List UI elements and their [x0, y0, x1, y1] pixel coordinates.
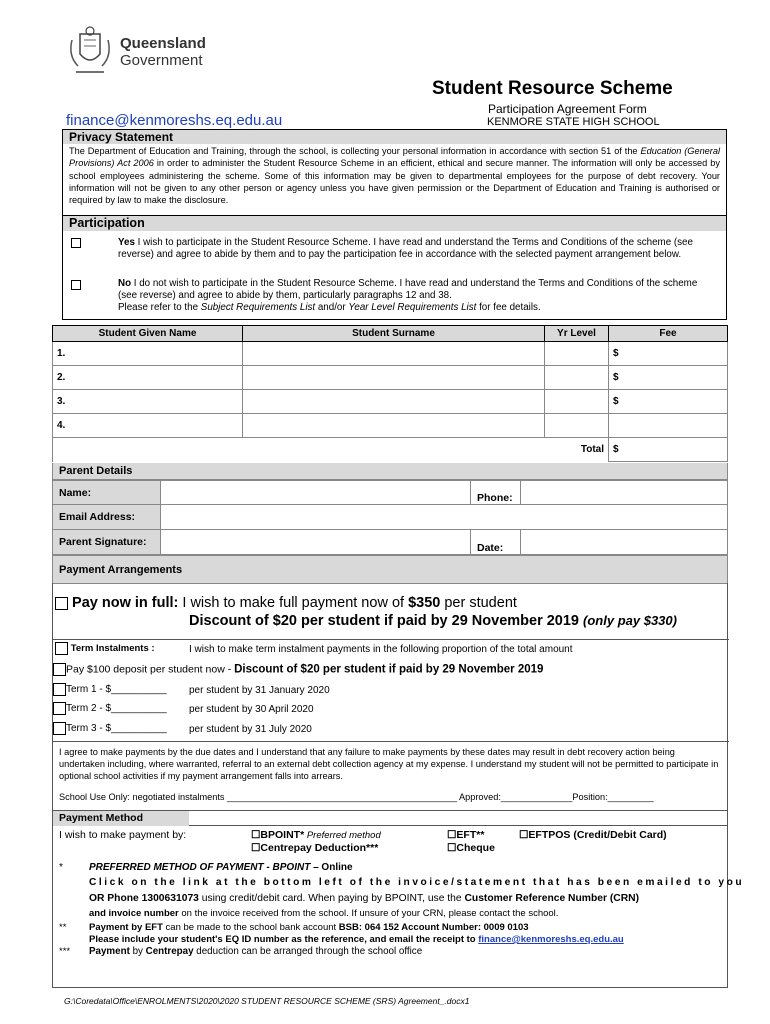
total-label: Total — [580, 444, 604, 456]
footnote-mark-1: * — [59, 862, 63, 873]
centrepay-instruction: Payment by Centrepay deduction can be arranged through the school office — [89, 946, 423, 957]
agreement-text: I agree to make payments by the due dates and I understand that any failure to make payments by these dates may result in debt recovery action being undertaken including, where warranted, referral to an external debt collection agency at my expense. I understand my student will not be permitted to participate in optional school activities if my payment arrangement falls into arrears. — [59, 747, 719, 781]
participate-no-checkbox[interactable] — [71, 280, 81, 290]
footnote-mark-2: ** — [59, 922, 67, 933]
school-use-only: School Use Only: negotiated instalments _____________________________________________ Approved:______________Position:_________ — [59, 792, 654, 802]
preferred-method-title: PREFERRED METHOD OF PAYMENT - BPOINT – Online — [89, 862, 353, 873]
click-link-instruction: Click on the link at the bottom left of the invoice/statement that has been emailed to you — [89, 877, 745, 888]
term-3-option: Term 3 - $__________ — [53, 722, 167, 735]
total-fee-cell[interactable]: $ — [609, 438, 728, 462]
row-number: 3. — [53, 390, 243, 414]
footnote-mark-3: *** — [59, 946, 71, 957]
payment-method-intro: I wish to make payment by: — [59, 829, 187, 841]
deposit-option: Pay $100 deposit per student now - Discount of $20 per student if paid by 29 November 2019 — [53, 663, 543, 676]
term-1-option: Term 1 - $__________ — [53, 683, 167, 696]
eft-option[interactable]: ☐EFT** — [447, 829, 485, 841]
parent-details-table — [52, 480, 728, 555]
table-row — [53, 414, 728, 438]
payment-method-heading: Payment Method — [53, 811, 189, 826]
fee-cell[interactable]: $ — [609, 390, 728, 414]
term-instalments-option: Term Instalments : — [55, 642, 155, 655]
row-number: 1. — [53, 342, 243, 366]
students-table — [52, 325, 728, 462]
name-field[interactable] — [161, 481, 471, 505]
term-instalments-text: I wish to make term instalment payments in the following proportion of the total amount — [189, 644, 573, 655]
coat-of-arms-icon — [66, 26, 114, 78]
students-table-header — [53, 326, 728, 342]
yr-level-cell[interactable] — [545, 342, 609, 366]
table-row — [53, 342, 728, 366]
phone-instruction: OR Phone 1300631073 using credit/debit card. When paying by BPOINT, use the Customer Reference Number (CRN) — [89, 893, 639, 904]
participate-yes-text: Yes I wish to participate in the Student Resource Scheme. I have read and understand the Terms and Conditions of the scheme (see reverse) and agree to abide by them and to pay the participation fee in accordance with the selected payment arrangement below. — [118, 237, 693, 260]
participation-heading: Participation — [63, 216, 726, 231]
school-name: KENMORE STATE HIGH SCHOOL — [487, 116, 660, 128]
payment-method-section — [52, 810, 745, 988]
fee-cell[interactable]: $ — [609, 342, 728, 366]
term-3-text: per student by 31 July 2020 — [189, 724, 312, 735]
date-field[interactable] — [521, 530, 728, 555]
date-label: Date: — [471, 530, 521, 555]
eftpos-option[interactable]: ☐EFTPOS (Credit/Debit Card) — [519, 829, 667, 841]
total-row — [53, 438, 728, 462]
surname-cell[interactable] — [243, 366, 545, 390]
yr-level-cell[interactable] — [545, 414, 609, 438]
col-given-name: Student Given Name — [53, 326, 243, 342]
col-yr-level: Yr Level — [545, 326, 609, 342]
participate-no-text: No I do not wish to participate in the Student Resource Scheme. I have read and understand the Terms and Conditions of the scheme (see reverse) and agree to abide by them, particularly paragraphs 12 and 38. Please refer to the Subject Requirements List and/or Year Level Requirements List for fee details. — [118, 278, 698, 313]
form-subtitle: Participation Agreement Form — [488, 102, 647, 116]
payment-arrangements-section — [52, 583, 728, 826]
yr-level-cell[interactable] — [545, 366, 609, 390]
email-field[interactable] — [161, 505, 728, 530]
phone-label: Phone: — [471, 481, 521, 505]
privacy-text: The Department of Education and Training, through the school, is collecting your personal information in accordance with section 51 of the Education (General Provisions) Act 2006 in order to administer the Student Resource Scheme in an efficient, ethical and secure manner. The information will only be accessed by school employees administering the scheme. Some of this information may be given to departmental employees for the purpose of debt recovery. Your information will not be given to any other person or agency unless you have given permission or the Department of Education and Training is authorised or required by law to make the disclosure. — [69, 146, 720, 206]
col-surname: Student Surname — [243, 326, 545, 342]
phone-field[interactable] — [521, 481, 728, 505]
fee-cell[interactable] — [609, 414, 728, 438]
full-discount-text: Discount of $20 per student if paid by 29 November 2019 (only pay $330) — [189, 613, 677, 629]
participate-yes-checkbox[interactable] — [71, 238, 81, 248]
table-row — [53, 366, 728, 390]
term-1-text: per student by 31 January 2020 — [189, 685, 330, 696]
eft-reference-instruction: Please include your student's EQ ID number as the reference, and email the receipt to finance@kenmoreshs.eq.edu.au — [89, 934, 624, 945]
term-3-checkbox[interactable] — [53, 722, 66, 735]
payment-arrangements-heading: Payment Arrangements — [52, 555, 728, 584]
col-fee: Fee — [609, 326, 728, 342]
form-title: Student Resource Scheme — [432, 78, 673, 99]
term-1-checkbox[interactable] — [53, 683, 66, 696]
qld-gov-logo — [66, 26, 216, 78]
deposit-checkbox[interactable] — [53, 663, 66, 676]
yr-level-cell[interactable] — [545, 390, 609, 414]
surname-cell[interactable] — [243, 342, 545, 366]
participation-section — [62, 216, 727, 320]
invoice-instruction: and invoice number on the invoice received from the school. If unsure of your CRN, please contact the school. — [89, 908, 559, 919]
logo-line-2: Government — [120, 52, 203, 69]
logo-line-1: Queensland — [120, 35, 206, 52]
cheque-option[interactable]: ☐Cheque — [447, 842, 495, 854]
centrepay-option[interactable]: ☐Centrepay Deduction*** — [251, 842, 379, 854]
eft-instruction: Payment by EFT can be made to the school bank account BSB: 064 152 Account Number: 0009 0103 — [89, 922, 529, 933]
bpoint-option[interactable]: ☐BPOINT* Preferred method — [251, 829, 381, 841]
email-label: Email Address: — [53, 505, 161, 530]
surname-cell[interactable] — [243, 414, 545, 438]
privacy-heading: Privacy Statement — [63, 130, 726, 144]
finance-email-link[interactable]: finance@kenmoreshs.eq.edu.au — [478, 934, 624, 945]
name-label: Name: — [53, 481, 161, 505]
signature-label: Parent Signature: — [53, 530, 161, 555]
parent-details-heading: Parent Details — [52, 463, 728, 480]
surname-cell[interactable] — [243, 390, 545, 414]
term-2-checkbox[interactable] — [53, 702, 66, 715]
privacy-section — [62, 129, 727, 216]
signature-field[interactable] — [161, 530, 471, 555]
term-2-option: Term 2 - $__________ — [53, 702, 167, 715]
row-number: 2. — [53, 366, 243, 390]
footer-file-path: G:\Coredata\Office\ENROLMENTS\2020\2020 STUDENT RESOURCE SCHEME (SRS) Agreement_.docx1 — [64, 996, 470, 1006]
pay-in-full-option: Pay now in full: I wish to make full payment now of $350 per student — [55, 595, 517, 611]
term-2-text: per student by 30 April 2020 — [189, 704, 314, 715]
header-email-link[interactable]: finance@kenmoreshs.eq.edu.au — [66, 112, 283, 129]
row-number: 4. — [53, 414, 243, 438]
fee-cell[interactable]: $ — [609, 366, 728, 390]
term-instalments-checkbox[interactable] — [55, 642, 68, 655]
table-row — [53, 390, 728, 414]
pay-in-full-checkbox[interactable] — [55, 597, 68, 610]
